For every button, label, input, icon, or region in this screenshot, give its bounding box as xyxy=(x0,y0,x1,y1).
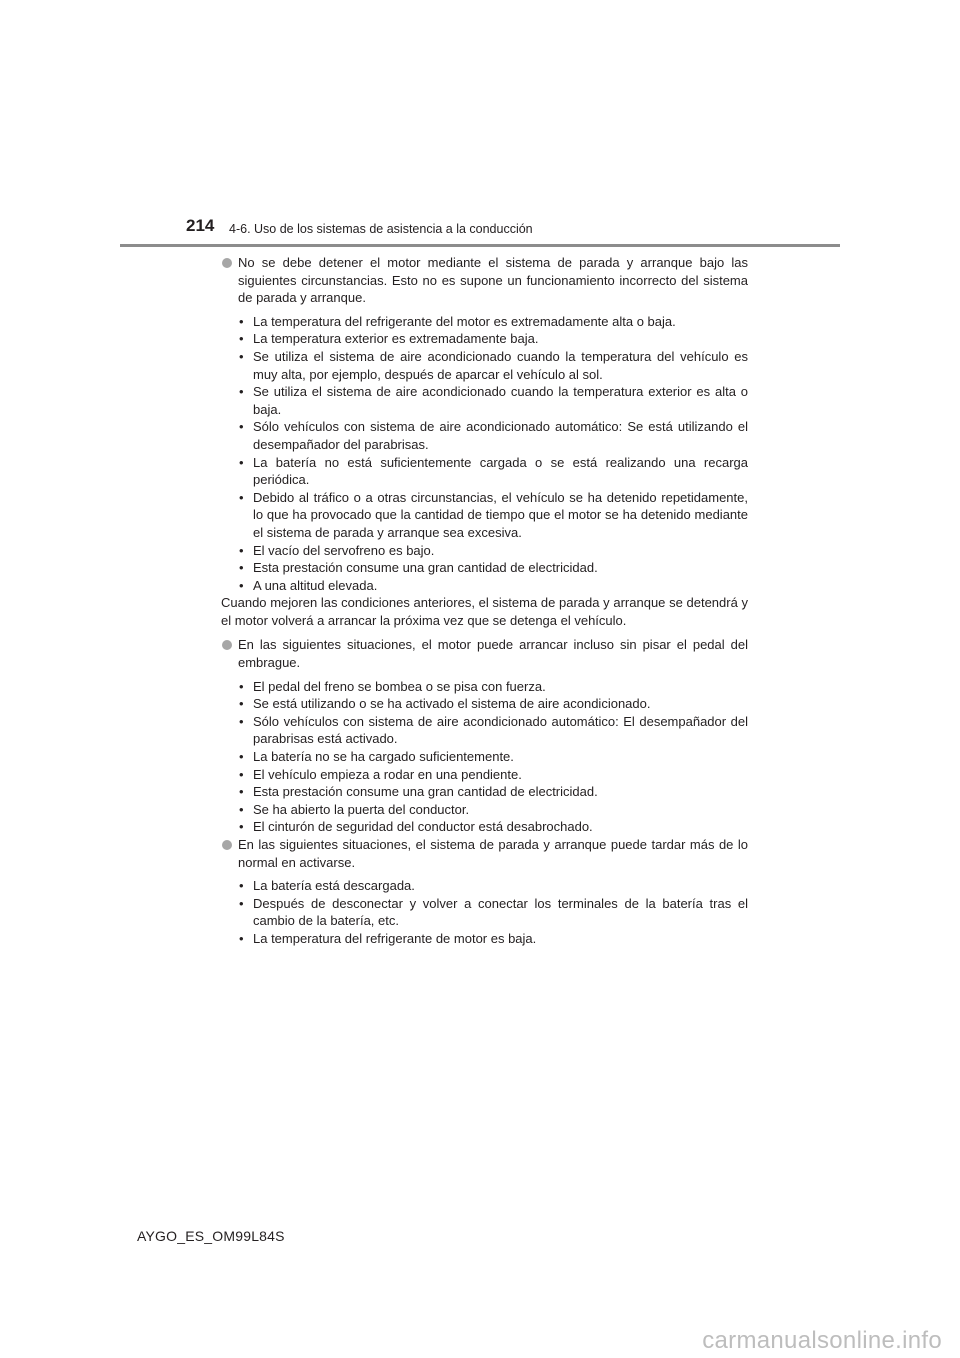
note-3-text: En las siguientes situaciones, el sistema de parada y arranque puede tardar más de lo normal en activarse. xyxy=(238,837,748,870)
list-item: • Esta prestación consume una gran cantidad de electricidad. xyxy=(238,559,748,577)
list-item: • La temperatura del refrigerante del motor es extremadamente alta o baja. xyxy=(238,313,748,331)
circle-bullet-icon xyxy=(222,640,232,650)
circle-bullet-icon xyxy=(222,258,232,268)
note-3 xyxy=(221,836,748,948)
list-item: • La temperatura del refrigerante de motor es baja. xyxy=(238,930,748,948)
note-1-intro xyxy=(221,254,748,307)
list-item: • La batería está descargada. xyxy=(238,877,748,895)
note-1-list xyxy=(221,313,748,595)
note-1 xyxy=(221,254,748,629)
list-item: • Se está utilizando o se ha activado el sistema de aire acondicionado. xyxy=(238,695,748,713)
conditions-paragraph: Cuando mejoren las condiciones anteriores, el sistema de parada y arranque se detendrá y el motor volverá a arrancar la próxima vez que se detenga el vehículo. xyxy=(221,595,748,628)
watermark: carmanualsonline.info xyxy=(702,1327,942,1354)
header-rule xyxy=(120,244,840,247)
list-item: • Se utiliza el sistema de aire acondicionado cuando la temperatura del vehículo es muy alta, por ejemplo, después de aparcar el vehículo al sol. xyxy=(238,348,748,383)
list-item: • Esta prestación consume una gran cantidad de electricidad. xyxy=(238,783,748,801)
list-item: • La batería no está suficientemente cargada o se está realizando una recarga periódica. xyxy=(238,454,748,489)
note-2 xyxy=(221,636,748,836)
list-item: • Después de desconectar y volver a conectar los terminales de la batería tras el cambio de la batería, etc. xyxy=(238,895,748,930)
note-3-list xyxy=(221,877,748,947)
list-item: • A una altitud elevada. xyxy=(238,577,748,595)
list-item: • El pedal del freno se bombea o se pisa con fuerza. xyxy=(238,678,748,696)
note-2-intro xyxy=(221,636,748,671)
list-item: • Debido al tráfico o a otras circunstancias, el vehículo se ha detenido repetidamente, lo que ha provocado que la cantidad de tiempo que el motor se ha detenido mediante el sistema de parada y arranque sea excesiva. xyxy=(238,489,748,542)
section-title: 4-6. Uso de los sistemas de asistencia a la conducción xyxy=(229,222,533,236)
list-item: • La temperatura exterior es extremadamente baja. xyxy=(238,330,748,348)
list-item: • La batería no se ha cargado suficientemente. xyxy=(238,748,748,766)
page-number: 214 xyxy=(186,216,215,235)
list-item: • El cinturón de seguridad del conductor está desabrochado. xyxy=(238,818,748,836)
note-3-intro xyxy=(221,836,748,871)
note-2-list xyxy=(221,678,748,836)
note-1-text: No se debe detener el motor mediante el sistema de parada y arranque bajo las siguientes circunstancias. Esto no es supone un funcionamiento incorrecto del sistema de parada y arranque. xyxy=(238,255,748,306)
list-item: • Se ha abierto la puerta del conductor. xyxy=(238,801,748,819)
circle-bullet-icon xyxy=(222,840,232,850)
note-2-text: En las siguientes situaciones, el motor puede arrancar incluso sin pisar el pedal del embrague. xyxy=(238,637,748,671)
list-item: • Sólo vehículos con sistema de aire acondicionado automático: El desempañador del parabrisas está activado. xyxy=(238,713,748,748)
list-item: • El vacío del servofreno es bajo. xyxy=(238,542,748,560)
list-item: • Se utiliza el sistema de aire acondicionado cuando la temperatura exterior es alta o baja. xyxy=(238,383,748,418)
list-item: • Sólo vehículos con sistema de aire acondicionado automático: Se está utilizando el desempañador del parabrisas. xyxy=(238,418,748,453)
list-item: • El vehículo empieza a rodar en una pendiente. xyxy=(238,766,748,784)
page-content xyxy=(221,254,748,948)
document-code: AYGO_ES_OM99L84S xyxy=(137,1228,285,1244)
